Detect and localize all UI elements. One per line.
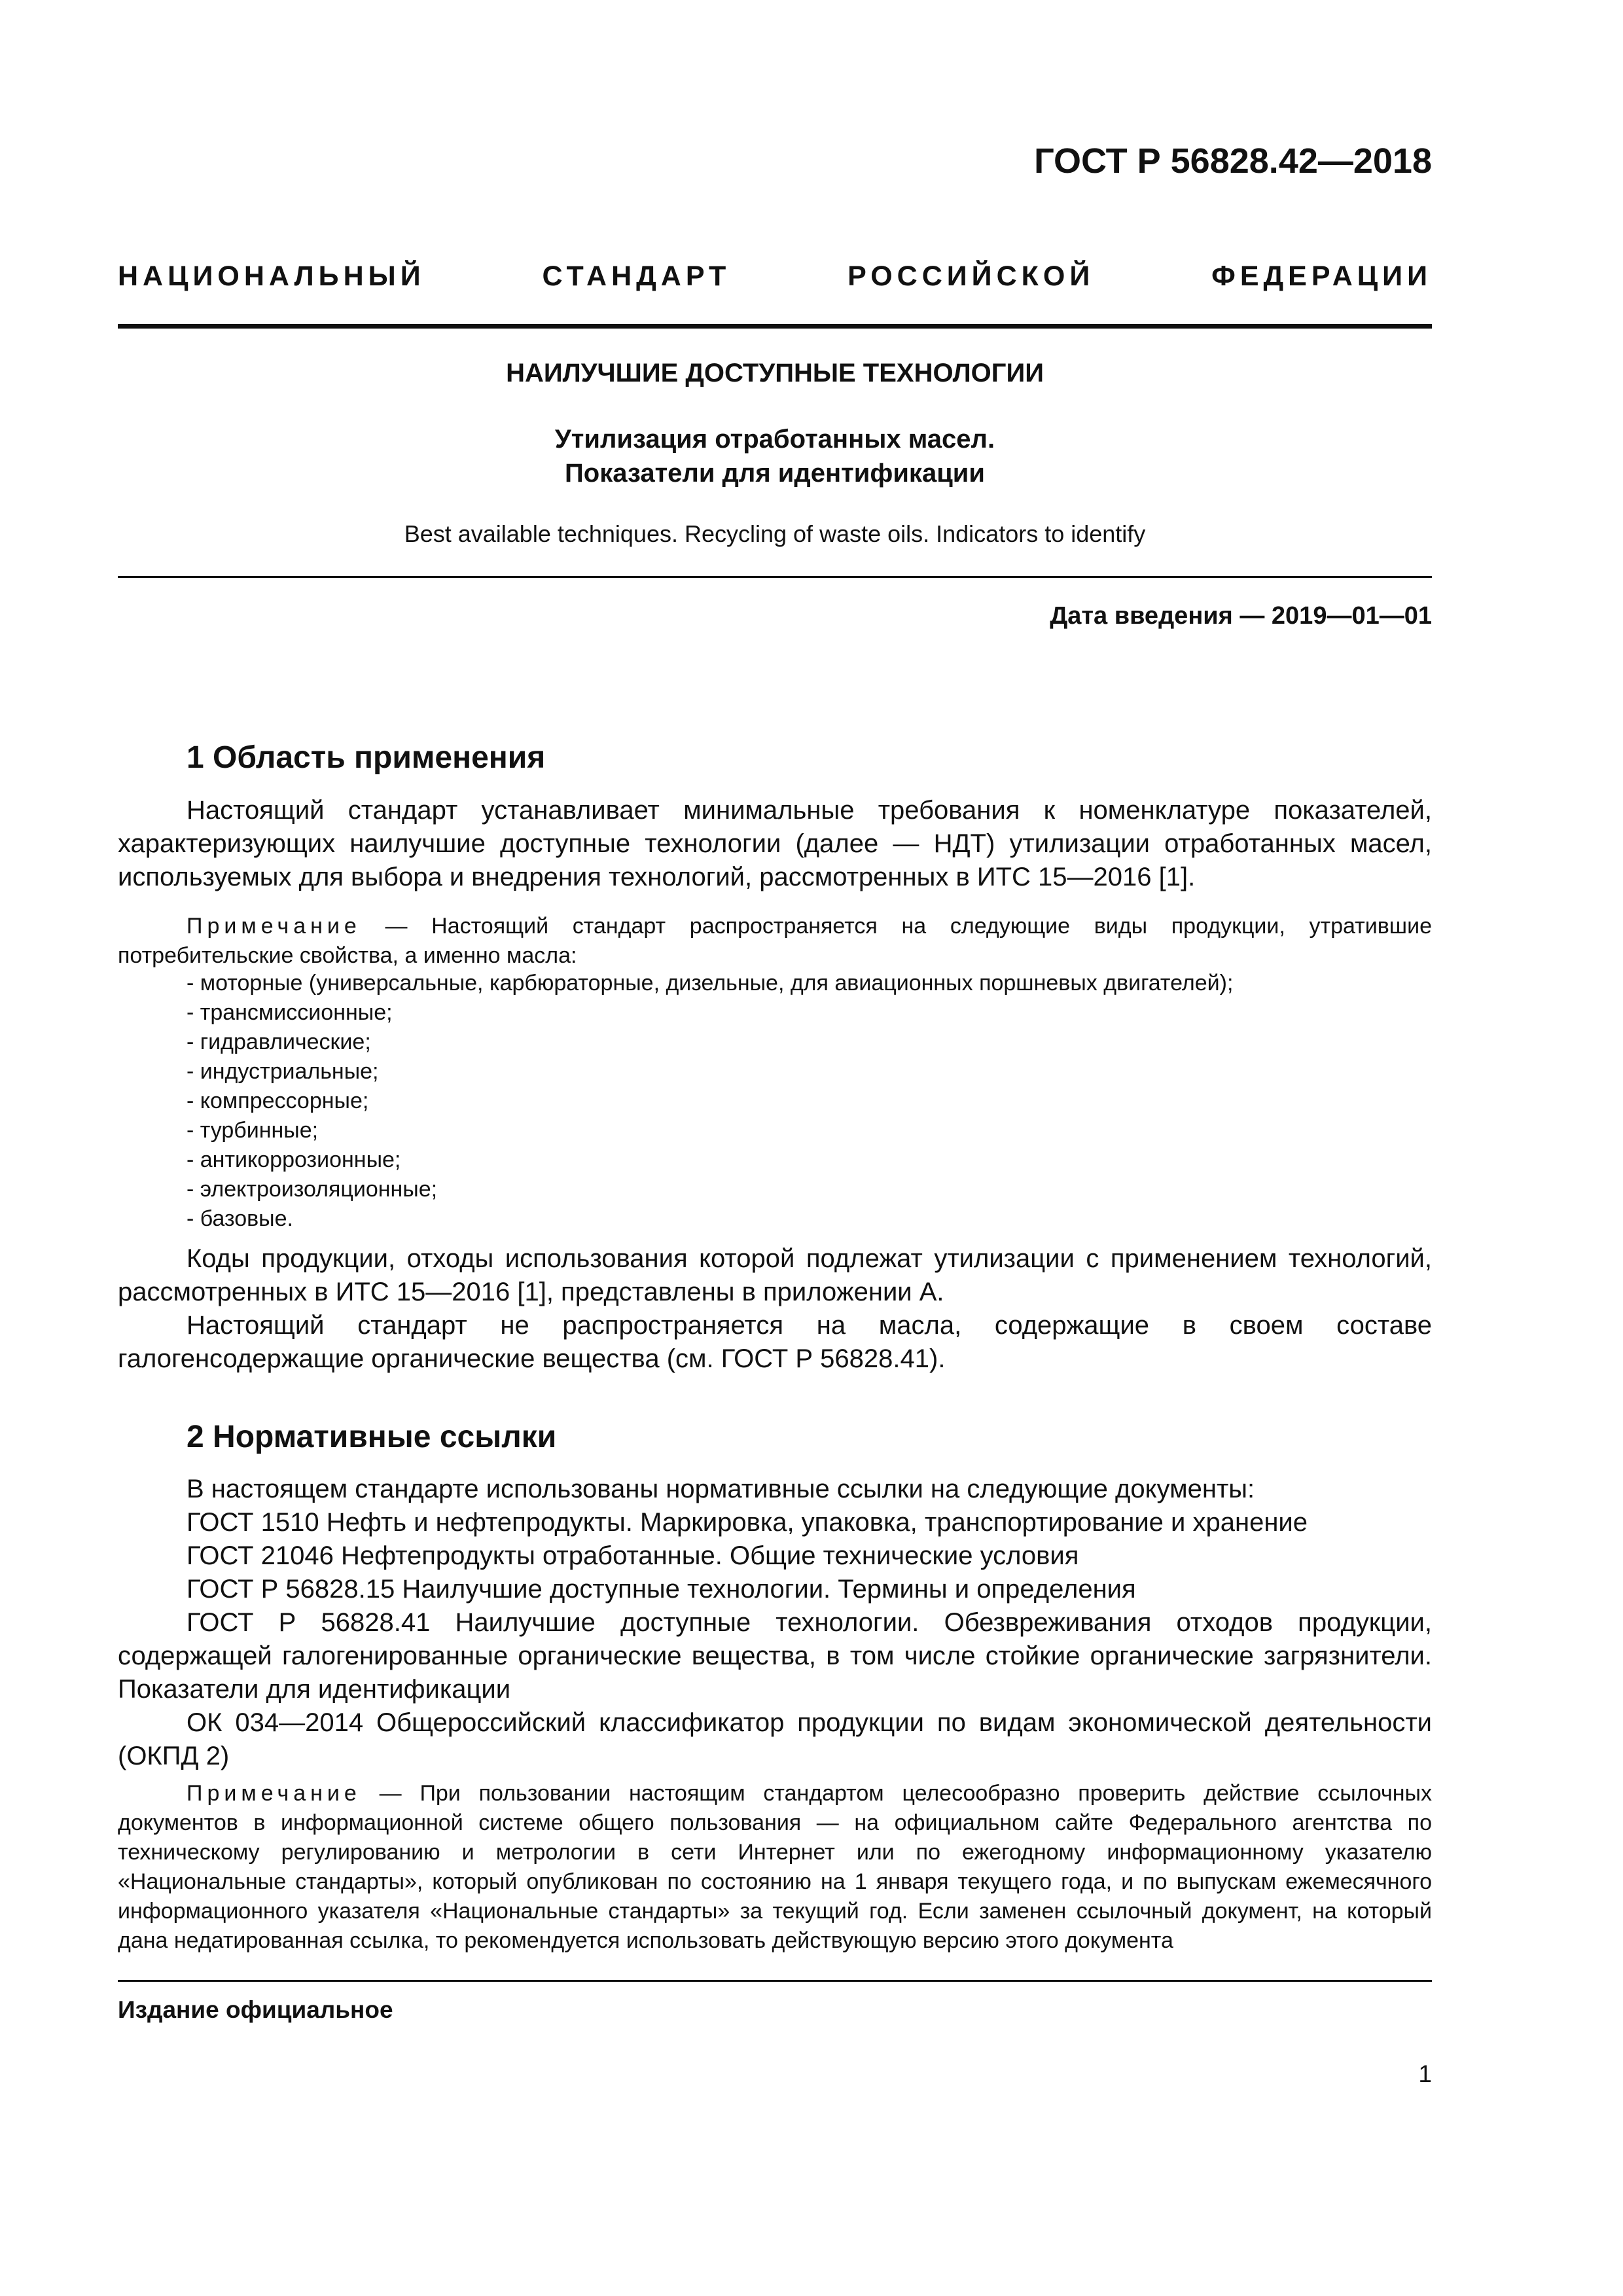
banner-word: ФЕДЕРАЦИИ	[1211, 260, 1432, 292]
list-item: - электроизоляционные;	[187, 1177, 438, 1202]
list-item: - антикоррозионные;	[187, 1147, 401, 1172]
section-2-note	[118, 1779, 1432, 1956]
note-text: — При пользовании настоящим стандартом целесообразно проверить действие ссылочных документов в информационной системе общего пользования — на официальном сайте Федерального агентства по техническому регулированию и метрологии в сети Интернет или по ежегодному информационному указателю «Национальные стандарты», который опубликован по состоянию на 1 января текущего года, и по выпускам ежемесячного информационного указателя «Национальные стандарты» за текущий год. Если заменен ссылочный документ, на который дана недатированная ссылка, то рекомендуется использовать действующую версию этого документа	[118, 1781, 1432, 1953]
reference-gost-1510: ГОСТ 1510 Нефть и нефтепродукты. Маркировка, упаковка, транспортирование и хранение	[187, 1508, 1308, 1537]
list-item: - турбинные;	[187, 1118, 319, 1143]
reference-gost-56828-15: ГОСТ Р 56828.15 Наилучшие доступные технологии. Термины и определения	[187, 1575, 1136, 1604]
oil-types-list	[187, 969, 1233, 1234]
document-code: ГОСТ Р 56828.42—2018	[1034, 141, 1432, 181]
date-of-introduction: Дата введения — 2019—01—01	[1050, 602, 1432, 630]
list-item: - трансмиссионные;	[187, 1000, 393, 1025]
list-item: - компрессорные;	[187, 1088, 369, 1113]
section-1-note	[118, 912, 1432, 971]
page-number: 1	[1418, 2060, 1432, 2087]
list-item: - индустриальные;	[187, 1059, 379, 1084]
reference-gost-56828-41: ГОСТ Р 56828.41 Наилучшие доступные технологии. Обезвреживания отходов продукции, содержащей галогенированные органические вещества, в том числе стойкие органические загрязнители. Показатели для идентификации	[118, 1608, 1432, 1704]
header-divider	[118, 324, 1432, 329]
banner-word: РОССИЙСКОЙ	[847, 260, 1095, 292]
title-sub-line2: Показатели для идентификации	[565, 459, 985, 488]
list-item: - гидравлические;	[187, 1030, 371, 1054]
title-english: Best available techniques. Recycling of waste oils. Indicators to identify	[404, 520, 1146, 547]
national-standard-banner	[118, 260, 1432, 293]
references-intro: В настоящем стандарте использованы нормативные ссылки на следующие документы:	[187, 1475, 1255, 1503]
footer-divider	[118, 1980, 1432, 1982]
banner-word: НАЦИОНАЛЬНЫЙ	[118, 260, 425, 292]
title-divider	[118, 576, 1432, 578]
section-1-paragraph: Настоящий стандарт устанавливает минимальные требования к номенклатуре показателей, характеризующих наилучшие доступные технологии (далее — НДТ) утилизации отработанных масел, используемых для выбора и внедрения технологий, рассмотренных в ИТС 15—2016 [1].	[118, 796, 1432, 891]
title-sub-line1: Утилизация отработанных масел.	[554, 425, 995, 454]
list-item: - моторные (универсальные, карбюраторные, дизельные, для авиационных поршневых двигателей);	[187, 971, 1234, 996]
section-1-codes-paragraph: Коды продукции, отходы использования которой подлежат утилизации с применением технологий, рассмотренных в ИТС 15—2016 [1], представлены в приложении А.	[118, 1244, 1432, 1306]
section-1-heading: 1 Область применения	[187, 740, 546, 775]
banner-word: СТАНДАРТ	[542, 260, 731, 292]
title-sub	[118, 422, 1432, 490]
list-item: - базовые.	[187, 1206, 293, 1231]
note-label: Примечание	[187, 1781, 361, 1806]
note-label: Примечание	[187, 914, 361, 939]
section-2-heading: 2 Нормативные ссылки	[187, 1420, 557, 1454]
reference-gost-21046: ГОСТ 21046 Нефтепродукты отработанные. Общие технические условия	[187, 1541, 1079, 1570]
title-main: НАИЛУЧШИЕ ДОСТУПНЫЕ ТЕХНОЛОГИИ	[506, 359, 1044, 387]
note-text: — Настоящий стандарт распространяется на следующие виды продукции, утратившие потребительские свойства, а именно масла:	[118, 914, 1432, 968]
section-1-exclusion-paragraph: Настоящий стандарт не распространяется на масла, содержащие в своем составе галогенсодержащие органические вещества (см. ГОСТ Р 56828.41).	[118, 1311, 1432, 1373]
official-edition-label: Издание официальное	[118, 1996, 393, 2023]
reference-ok-034: ОК 034—2014 Общероссийский классификатор продукции по видам экономической деятельности (ОКПД 2)	[118, 1708, 1432, 1770]
